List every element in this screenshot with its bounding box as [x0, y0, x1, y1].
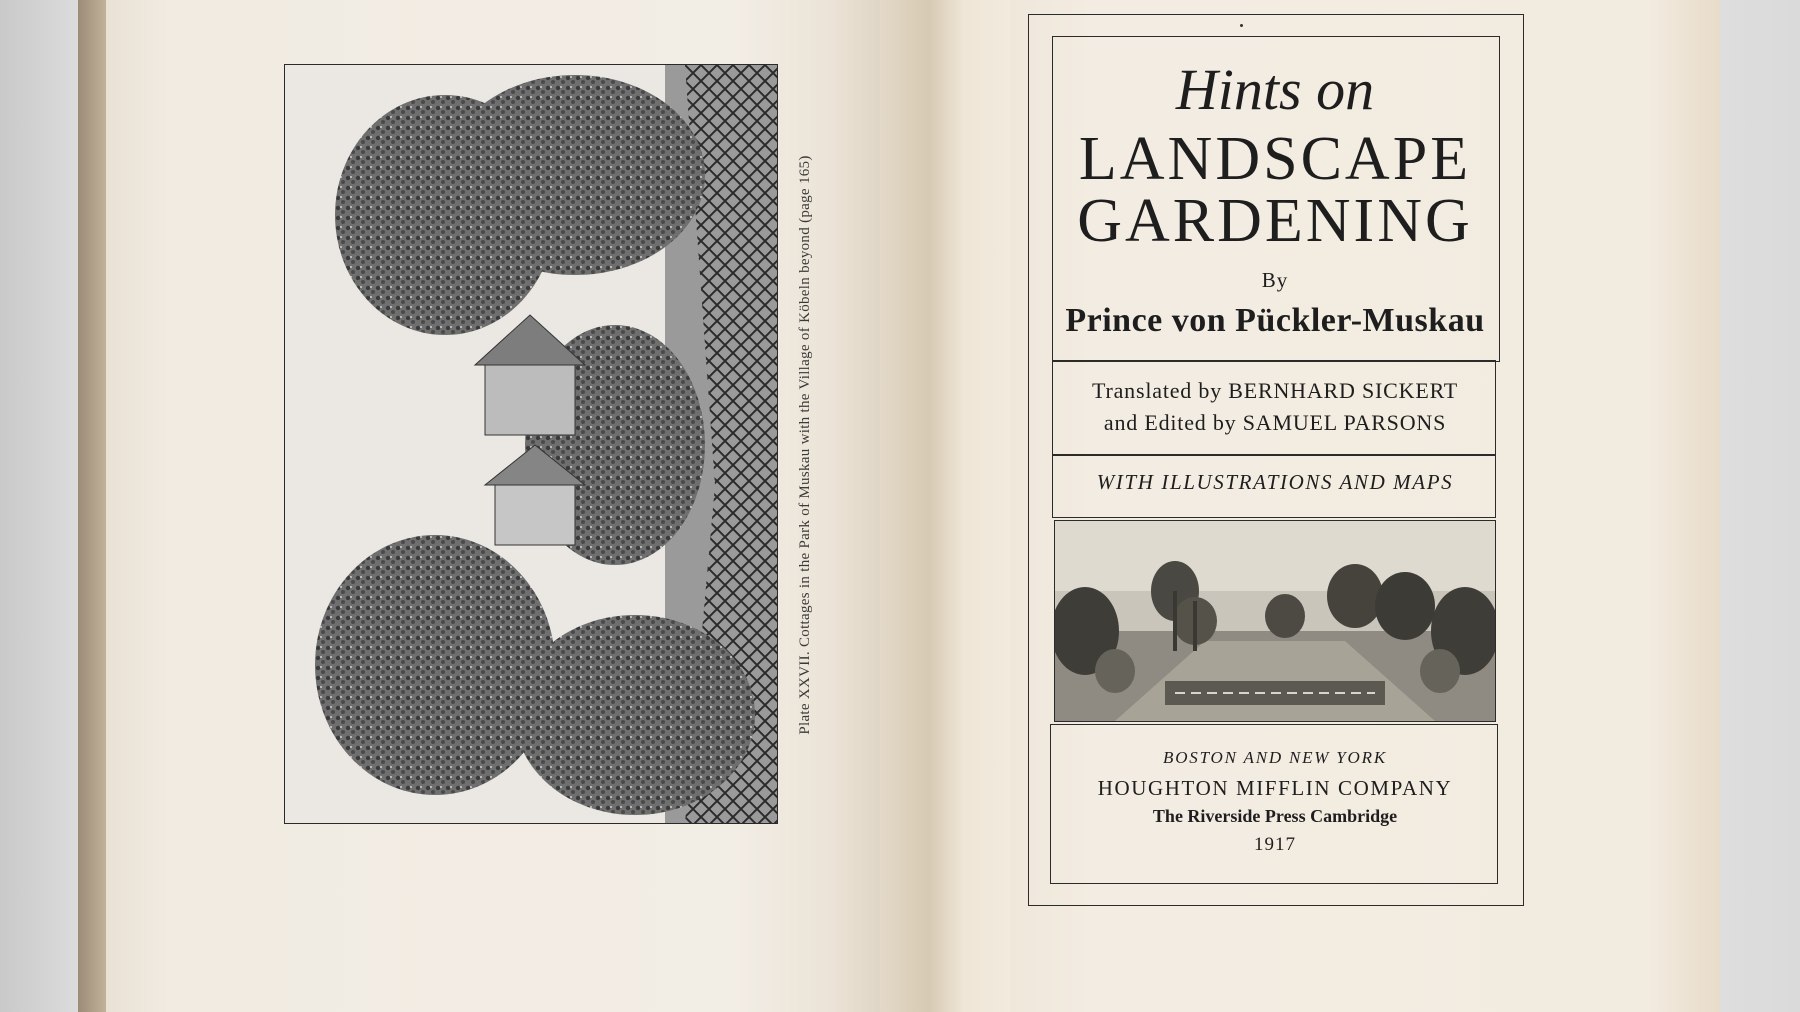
plate-engraving — [284, 64, 778, 824]
publisher-name: HOUGHTON MIFFLIN COMPANY — [1097, 776, 1453, 800]
garden-vignette-illustration — [1055, 521, 1495, 721]
translator-box — [1052, 360, 1496, 456]
engraving-illustration — [285, 65, 777, 823]
illustrations-line: WITH ILLUSTRATIONS AND MAPS — [1096, 470, 1454, 494]
translator-line: Translated by BERNHARD SICKERT — [1092, 378, 1458, 403]
by-line: By — [1261, 268, 1289, 292]
press-name: The Riverside Press Cambridge — [1152, 806, 1398, 826]
book-gutter — [880, 0, 1020, 1012]
title-line-3: GARDENING — [1077, 187, 1473, 255]
publisher-cities: BOSTON AND NEW YORK — [1163, 748, 1387, 767]
editor-line: and Edited by SAMUEL PARSONS — [1103, 410, 1447, 435]
plate-caption: Plate XXVII. Cottages in the Park of Muskau with the Village of Köbeln beyond (page 165) — [797, 155, 813, 735]
publication-year: 1917 — [1254, 834, 1296, 855]
author-name: Prince von Pückler-Muskau — [1065, 302, 1485, 339]
title-vignette — [1054, 520, 1496, 722]
title-line-1: Hints on — [1175, 57, 1375, 122]
title-line-2: LANDSCAPE — [1078, 125, 1472, 193]
